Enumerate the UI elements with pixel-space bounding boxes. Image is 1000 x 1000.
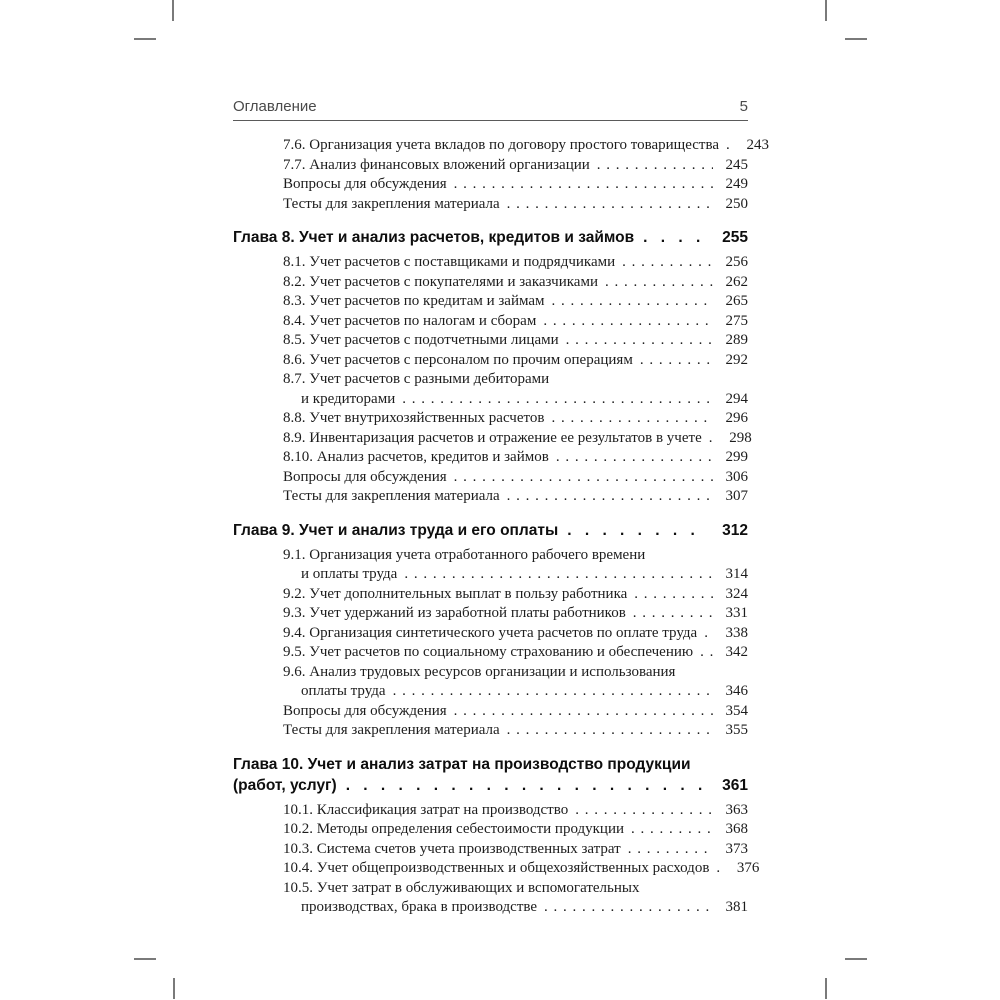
dot-leader bbox=[566, 331, 713, 351]
dot-leader bbox=[633, 604, 713, 624]
toc-entry bbox=[283, 801, 748, 821]
dot-leader bbox=[507, 195, 713, 215]
dot-leader bbox=[643, 227, 708, 248]
chapter-heading bbox=[233, 520, 748, 541]
toc-entry-label: 9.5. Учет расчетов по социальному страхованию и обеспечению bbox=[283, 644, 694, 660]
dot-leader bbox=[543, 312, 713, 332]
dot-leader bbox=[575, 801, 713, 821]
crop-mark bbox=[134, 38, 156, 40]
toc-entry-page-number: 294 bbox=[725, 390, 748, 407]
dot-leader bbox=[631, 820, 713, 840]
toc-entry-page-number: 275 bbox=[725, 312, 748, 329]
toc-section bbox=[233, 754, 760, 918]
chapter-heading-line bbox=[233, 775, 748, 796]
toc-entry-label: Тесты для закрепления материала bbox=[283, 488, 500, 504]
toc-entry bbox=[283, 370, 748, 390]
page-number: 5 bbox=[739, 98, 748, 115]
toc-entry bbox=[283, 859, 760, 879]
toc-entry bbox=[283, 702, 748, 722]
toc-entry-label: 7.6. Организация учета вкладов по договору простого товарищества bbox=[283, 137, 719, 153]
toc-entry-label: 10.4. Учет общепроизводственных и общехозяйственных расходов bbox=[283, 860, 710, 876]
toc-entry-label: Тесты для закрепления материала bbox=[283, 722, 500, 738]
dot-leader bbox=[544, 898, 713, 918]
toc-entry bbox=[283, 721, 748, 741]
chapter-heading-label: (работ, услуг) bbox=[233, 776, 337, 794]
dot-leader bbox=[700, 643, 713, 663]
toc-entry-label: Тесты для закрепления материала bbox=[283, 195, 500, 212]
toc-entry-label: 9.2. Учет дополнительных выплат в пользу работника bbox=[283, 585, 628, 602]
toc-entry-page-number: 373 bbox=[725, 840, 748, 857]
toc-entry bbox=[283, 175, 748, 195]
toc-entry-label: 10.1. Классификация затрат на производство bbox=[283, 801, 569, 818]
dot-leader bbox=[454, 468, 713, 488]
toc-section bbox=[233, 136, 769, 214]
dot-leader bbox=[551, 409, 713, 429]
toc-entry-continuation bbox=[283, 682, 748, 702]
toc-entry bbox=[283, 331, 748, 351]
dot-leader bbox=[454, 175, 713, 195]
table-of-contents bbox=[233, 136, 769, 918]
toc-entry-page-number: 376 bbox=[736, 860, 760, 876]
toc-entry bbox=[283, 604, 748, 624]
toc-entry-page-number: 292 bbox=[725, 351, 748, 368]
dot-leader bbox=[402, 390, 713, 410]
toc-item-list bbox=[233, 253, 752, 507]
toc-entry bbox=[283, 879, 748, 899]
toc-entry-page-number: 354 bbox=[725, 702, 748, 719]
toc-entry-label: 8.6. Учет расчетов с персоналом по прочим операциям bbox=[283, 351, 633, 368]
toc-entry bbox=[283, 820, 748, 840]
toc-entry-page-number: 307 bbox=[725, 488, 748, 504]
toc-entry bbox=[283, 312, 748, 332]
toc-entry bbox=[283, 468, 748, 488]
toc-entry-label: и кредиторами bbox=[301, 390, 396, 407]
dot-leader bbox=[393, 682, 713, 702]
toc-entry-label: 8.9. Инвентаризация расчетов и отражение ее результатов в учете bbox=[283, 429, 702, 446]
toc-entry-label: производствах, брака в производстве bbox=[301, 899, 538, 915]
toc-entry-label: 8.5. Учет расчетов с подотчетными лицами bbox=[283, 332, 559, 348]
toc-entry-page-number: 296 bbox=[725, 410, 748, 426]
toc-entry-page-number: 331 bbox=[725, 605, 748, 621]
running-head-title: Оглавление bbox=[233, 98, 317, 115]
dot-leader bbox=[634, 585, 713, 605]
crop-mark bbox=[172, 0, 174, 21]
crop-mark bbox=[845, 958, 867, 960]
chapter-heading-label: Глава 9. Учет и анализ труда и его оплаты bbox=[233, 521, 559, 539]
toc-entry bbox=[283, 585, 748, 605]
toc-entry-label: 10.5. Учет затрат в обслуживающих и вспомогательных bbox=[283, 879, 640, 896]
toc-entry-page-number: 342 bbox=[725, 644, 748, 660]
toc-entry-page-number: 363 bbox=[725, 801, 748, 818]
toc-entry-label: оплаты труда bbox=[301, 683, 386, 699]
toc-entry-continuation bbox=[283, 565, 748, 585]
toc-entry-label: 8.2. Учет расчетов с покупателями и заказчиками bbox=[283, 273, 598, 290]
toc-section bbox=[233, 227, 752, 507]
dot-leader bbox=[556, 448, 713, 468]
dot-leader bbox=[709, 429, 717, 449]
toc-entry-label: 9.3. Учет удержаний из заработной платы работников bbox=[283, 605, 626, 621]
chapter-heading bbox=[233, 227, 748, 248]
crop-mark bbox=[825, 0, 827, 21]
dot-leader bbox=[507, 721, 713, 741]
toc-entry bbox=[283, 156, 748, 176]
dot-leader bbox=[640, 351, 713, 371]
dot-leader bbox=[597, 156, 713, 176]
dot-leader bbox=[507, 487, 713, 507]
toc-entry bbox=[283, 195, 748, 215]
toc-entry-page-number: 368 bbox=[725, 821, 748, 837]
toc-entry bbox=[283, 840, 748, 860]
dot-leader bbox=[605, 273, 713, 293]
dot-leader bbox=[404, 565, 713, 585]
chapter-heading-label: Глава 8. Учет и анализ расчетов, кредитов и займов bbox=[233, 229, 635, 246]
toc-entry-page-number: 289 bbox=[725, 332, 748, 348]
toc-entry-label: 10.3. Система счетов учета производственных затрат bbox=[283, 840, 621, 857]
toc-item-list bbox=[233, 801, 760, 918]
toc-entry-label: Вопросы для обсуждения bbox=[283, 702, 447, 719]
toc-entry-label: 7.7. Анализ финансовых вложений организации bbox=[283, 156, 590, 173]
toc-entry-label: 8.4. Учет расчетов по налогам и сборам bbox=[283, 312, 537, 329]
toc-entry-label: Вопросы для обсуждения bbox=[283, 468, 447, 485]
dot-leader bbox=[454, 702, 713, 722]
toc-entry-page-number: 243 bbox=[746, 137, 769, 153]
toc-entry-page-number: 250 bbox=[725, 195, 748, 212]
dot-leader bbox=[716, 859, 724, 879]
toc-entry-label: 8.10. Анализ расчетов, кредитов и займов bbox=[283, 449, 549, 465]
toc-section bbox=[233, 520, 748, 741]
toc-entry-label: 8.1. Учет расчетов с поставщиками и подрядчиками bbox=[283, 254, 616, 270]
toc-entry-label: 8.3. Учет расчетов по кредитам и займам bbox=[283, 293, 545, 309]
toc-entry-continuation bbox=[283, 898, 748, 918]
toc-entry-page-number: 355 bbox=[725, 722, 748, 738]
toc-entry-label: 9.4. Организация синтетического учета расчетов по оплате труда bbox=[283, 624, 698, 641]
chapter-heading-line bbox=[233, 754, 748, 775]
toc-entry bbox=[283, 663, 748, 683]
toc-entry-page-number: 249 bbox=[725, 176, 748, 192]
toc-entry-label: и оплаты труда bbox=[301, 566, 398, 582]
dot-leader bbox=[704, 624, 713, 644]
toc-entry bbox=[283, 487, 748, 507]
chapter-page-number: 312 bbox=[722, 521, 748, 539]
toc-entry-label: Вопросы для обсуждения bbox=[283, 176, 447, 192]
toc-entry bbox=[283, 136, 769, 156]
crop-mark bbox=[134, 958, 156, 960]
toc-entry-page-number: 265 bbox=[725, 293, 748, 309]
toc-entry bbox=[283, 253, 748, 273]
toc-entry-page-number: 306 bbox=[725, 468, 748, 485]
toc-item-list bbox=[233, 136, 769, 214]
running-head bbox=[233, 98, 748, 121]
toc-entry-page-number: 381 bbox=[725, 899, 748, 915]
chapter-page-number: 255 bbox=[722, 229, 748, 246]
chapter-page-number: 361 bbox=[722, 776, 748, 794]
chapter-heading-line bbox=[233, 520, 748, 541]
dot-leader bbox=[628, 840, 713, 860]
toc-entry bbox=[283, 409, 748, 429]
toc-entry-page-number: 299 bbox=[725, 449, 748, 465]
toc-entry-continuation bbox=[283, 390, 748, 410]
toc-entry-page-number: 338 bbox=[725, 624, 748, 641]
dot-leader bbox=[346, 775, 708, 796]
dot-leader bbox=[726, 136, 734, 156]
toc-entry bbox=[283, 624, 748, 644]
toc-entry-label: 9.6. Анализ трудовых ресурсов организации и использования bbox=[283, 663, 676, 680]
toc-entry-page-number: 314 bbox=[725, 566, 748, 582]
crop-mark bbox=[825, 978, 827, 999]
toc-entry-label: 8.7. Учет расчетов с разными дебиторами bbox=[283, 371, 550, 387]
toc-entry bbox=[283, 273, 748, 293]
toc-entry bbox=[283, 643, 748, 663]
toc-entry-page-number: 245 bbox=[725, 156, 748, 173]
toc-entry-label: 10.2. Методы определения себестоимости продукции bbox=[283, 821, 625, 837]
toc-entry bbox=[283, 429, 752, 449]
toc-entry bbox=[283, 351, 748, 371]
toc-item-list bbox=[233, 546, 748, 741]
toc-entry bbox=[283, 292, 748, 312]
dot-leader bbox=[552, 292, 713, 312]
toc-entry-label: 9.1. Организация учета отработанного рабочего времени bbox=[283, 546, 646, 563]
toc-entry-page-number: 298 bbox=[729, 429, 752, 446]
toc-entry-page-number: 346 bbox=[725, 683, 748, 699]
chapter-heading-line bbox=[233, 227, 748, 248]
toc-entry bbox=[283, 546, 748, 566]
toc-entry-page-number: 324 bbox=[725, 585, 748, 602]
chapter-heading-label: Глава 10. Учет и анализ затрат на производство продукции bbox=[233, 755, 691, 773]
toc-entry-label: 8.8. Учет внутрихозяйственных расчетов bbox=[283, 410, 545, 426]
toc-entry-page-number: 262 bbox=[725, 273, 748, 290]
toc-entry-page-number: 256 bbox=[725, 254, 748, 270]
dot-leader bbox=[622, 253, 713, 273]
dot-leader bbox=[567, 520, 708, 541]
crop-mark bbox=[173, 978, 175, 999]
crop-mark bbox=[845, 38, 867, 40]
chapter-heading bbox=[233, 754, 748, 796]
toc-entry bbox=[283, 448, 748, 468]
